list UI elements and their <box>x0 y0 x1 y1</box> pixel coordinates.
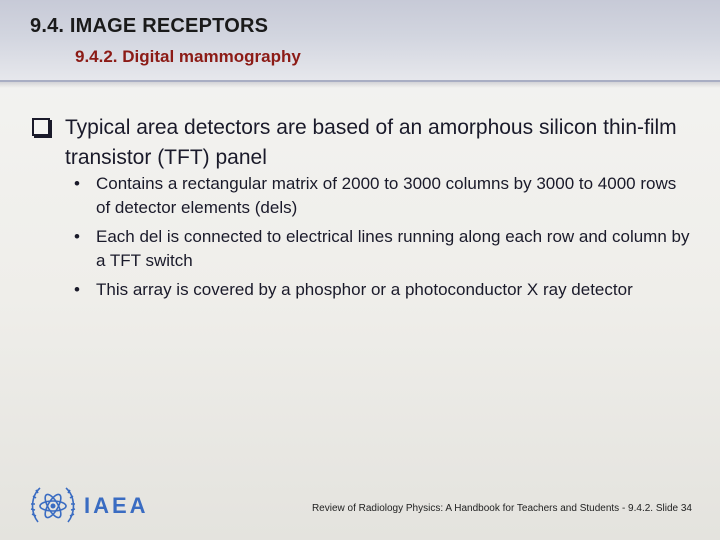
slide-title: 9.4. IMAGE RECEPTORS <box>30 15 269 37</box>
sub-bullet-text: Contains a rectangular matrix of 2000 to 3000 columns by 3000 to 4000 rows of detector elements (dels) <box>96 174 677 217</box>
bullet-dot-icon: • <box>74 174 80 193</box>
sub-bullet-item <box>72 172 692 220</box>
iaea-logo <box>28 482 149 530</box>
main-bullet <box>32 113 692 173</box>
sub-bullet-text: Each del is connected to electrical lines running along each row and column by a TFT switch <box>96 227 690 270</box>
header-shadow <box>0 82 720 88</box>
sub-bullet-item <box>72 225 692 273</box>
sub-bullet-item <box>72 278 692 302</box>
sub-bullet-list <box>72 172 692 307</box>
bullet-dot-icon: • <box>74 280 80 299</box>
un-emblem-icon <box>28 482 78 530</box>
iaea-logo-text: IAEA <box>84 493 149 518</box>
main-bullet-text: Typical area detectors are based of an amorphous silicon thin-film transistor (TFT) panel <box>65 116 677 169</box>
sub-bullet-text: This array is covered by a phosphor or a photoconductor X ray detector <box>96 280 633 299</box>
footer-citation: Review of Radiology Physics: A Handbook for Teachers and Students - 9.4.2. Slide 34 <box>311 503 692 514</box>
bullet-dot-icon: • <box>74 227 80 246</box>
slide-header <box>0 0 720 82</box>
checkbox-bullet-icon <box>32 118 50 136</box>
slide-subtitle: 9.4.2. Digital mammography <box>75 47 301 66</box>
